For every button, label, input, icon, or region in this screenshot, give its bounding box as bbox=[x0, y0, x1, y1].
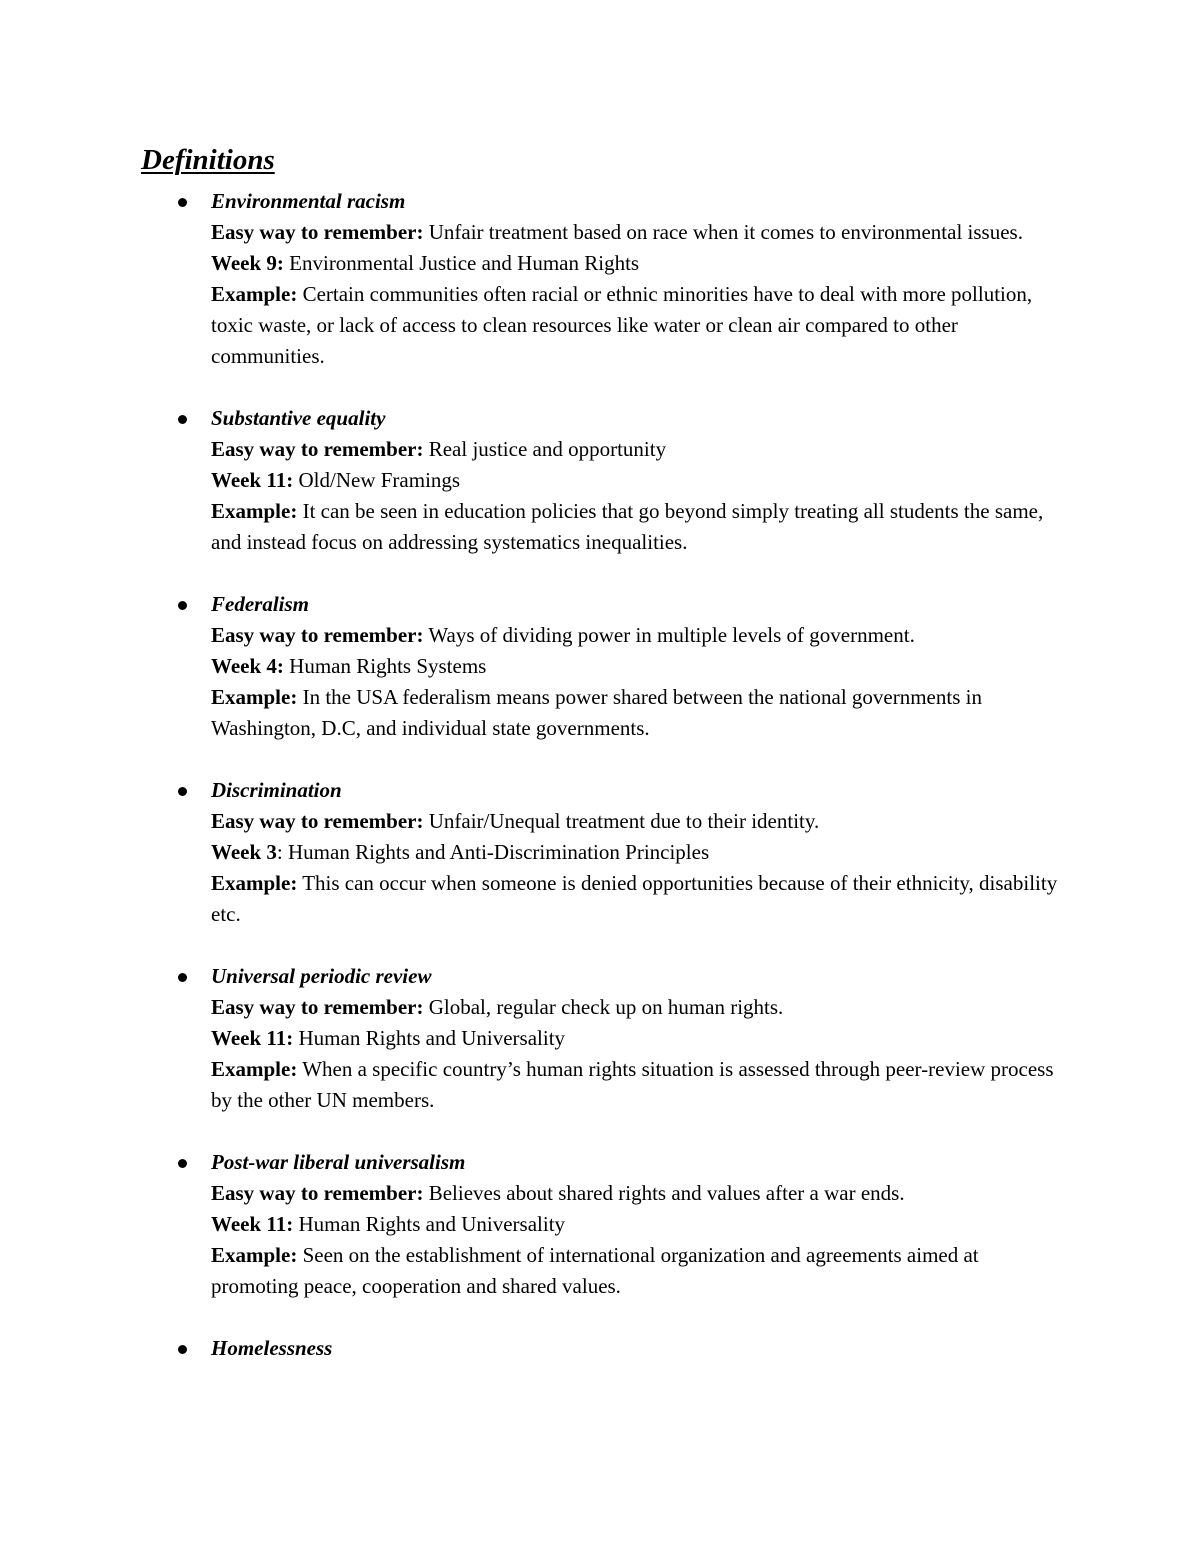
term-title: Substantive equality bbox=[211, 406, 386, 430]
easy-label: Easy way to remember: bbox=[211, 995, 424, 1019]
example-line bbox=[211, 868, 1071, 930]
week-label: Week 11: bbox=[211, 1212, 294, 1236]
week-label: Week 9: bbox=[211, 251, 284, 275]
easy-label: Easy way to remember: bbox=[211, 809, 424, 833]
week-label: Week 11: bbox=[211, 1026, 294, 1050]
example-label: Example: bbox=[211, 685, 298, 709]
week-text: Human Rights and Universality bbox=[293, 1026, 566, 1050]
term-title: Discrimination bbox=[211, 778, 342, 802]
example-text: This can occur when someone is denied opportunities because of their ethnicity, disability etc. bbox=[211, 871, 1058, 926]
term-title: Universal periodic review bbox=[211, 964, 432, 988]
example-text: In the USA federalism means power shared between the national governments in Washington, D.C, and individual state governments. bbox=[211, 685, 982, 740]
list-item bbox=[0, 961, 1071, 1116]
example-text: It can be seen in education policies that go beyond simply treating all students the same, and instead focus on addressing systematics inequalities. bbox=[211, 499, 1044, 554]
week-line bbox=[211, 465, 1071, 496]
example-line bbox=[211, 279, 1071, 372]
easy-line bbox=[211, 806, 1071, 837]
example-text: Certain communities often racial or ethnic minorities have to deal with more pollution, toxic waste, or lack of access to clean resources like water or clean air compared to other communities. bbox=[211, 282, 1033, 368]
week-text: Human Rights and Universality bbox=[293, 1212, 566, 1236]
list-item bbox=[0, 403, 1071, 558]
term-title: Federalism bbox=[211, 592, 309, 616]
easy-text: Global, regular check up on human rights. bbox=[423, 995, 784, 1019]
list-item bbox=[0, 775, 1071, 930]
week-line bbox=[211, 248, 1071, 279]
easy-text: Unfair treatment based on race when it comes to environmental issues. bbox=[423, 220, 1023, 244]
term-title: Homelessness bbox=[211, 1336, 333, 1360]
easy-label: Easy way to remember: bbox=[211, 220, 424, 244]
example-line bbox=[211, 496, 1071, 558]
week-label: Week 3 bbox=[211, 840, 277, 864]
week-label: Week 4: bbox=[211, 654, 284, 678]
bullet-icon bbox=[178, 1345, 187, 1354]
example-line bbox=[211, 682, 1071, 744]
easy-text: Real justice and opportunity bbox=[423, 437, 667, 461]
term-title: Environmental racism bbox=[211, 189, 406, 213]
easy-line bbox=[211, 1178, 1071, 1209]
definitions-list bbox=[0, 186, 1200, 1395]
example-text: Seen on the establishment of international organization and agreements aimed at promoting peace, cooperation and shared values. bbox=[211, 1243, 979, 1298]
easy-line bbox=[211, 434, 1071, 465]
list-item bbox=[0, 1333, 1071, 1364]
week-line bbox=[211, 651, 1071, 682]
example-label: Example: bbox=[211, 1243, 298, 1267]
bullet-icon bbox=[178, 198, 187, 207]
list-item bbox=[0, 186, 1071, 372]
easy-label: Easy way to remember: bbox=[211, 437, 424, 461]
bullet-icon bbox=[178, 787, 187, 796]
bullet-icon bbox=[178, 601, 187, 610]
week-label: Week 11: bbox=[211, 468, 294, 492]
example-label: Example: bbox=[211, 871, 298, 895]
week-line bbox=[211, 837, 1071, 868]
bullet-icon bbox=[178, 1159, 187, 1168]
list-item bbox=[0, 1147, 1071, 1302]
easy-label: Easy way to remember: bbox=[211, 623, 424, 647]
bullet-icon bbox=[178, 415, 187, 424]
example-label: Example: bbox=[211, 1057, 298, 1081]
example-line bbox=[211, 1054, 1071, 1116]
example-label: Example: bbox=[211, 499, 298, 523]
example-label: Example: bbox=[211, 282, 298, 306]
term-title: Post-war liberal universalism bbox=[211, 1150, 466, 1174]
easy-line bbox=[211, 992, 1071, 1023]
week-text: Old/New Framings bbox=[293, 468, 461, 492]
easy-text: Ways of dividing power in multiple levels of government. bbox=[423, 623, 915, 647]
example-text: When a specific country’s human rights situation is assessed through peer-review process by the other UN members. bbox=[211, 1057, 1054, 1112]
week-text: Environmental Justice and Human Rights bbox=[283, 251, 640, 275]
list-item bbox=[0, 589, 1071, 744]
page-title: Definitions bbox=[141, 144, 275, 176]
week-text: Human Rights Systems bbox=[283, 654, 487, 678]
week-text: : Human Rights and Anti-Discrimination Principles bbox=[276, 840, 710, 864]
week-line bbox=[211, 1023, 1071, 1054]
easy-label: Easy way to remember: bbox=[211, 1181, 424, 1205]
easy-line bbox=[211, 620, 1071, 651]
week-line bbox=[211, 1209, 1071, 1240]
easy-text: Believes about shared rights and values after a war ends. bbox=[423, 1181, 905, 1205]
bullet-icon bbox=[178, 973, 187, 982]
easy-text: Unfair/Unequal treatment due to their identity. bbox=[423, 809, 820, 833]
example-line bbox=[211, 1240, 1071, 1302]
easy-line bbox=[211, 217, 1071, 248]
